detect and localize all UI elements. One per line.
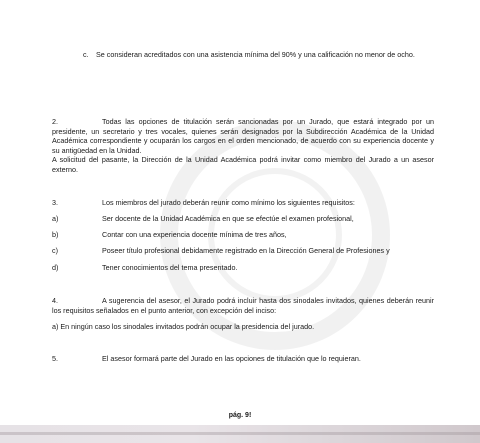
paragraph-5-text: El asesor formará parte del Jurado en las opciones de titulación que lo requieran.	[102, 354, 361, 363]
paragraph-2-extra: A solicitud del pasante, la Dirección de la Unidad Académica podrá invitar como miembro del Jurado a un asesor externo.	[52, 155, 434, 174]
item-c-label: c.	[83, 50, 89, 59]
footer-stripe	[0, 432, 480, 435]
requirement-d: Tener conocimientos del tema presentado.	[102, 263, 238, 272]
page-number: pág. 9!	[228, 412, 252, 419]
paragraph-2-text: Todas las opciones de titulación serán sancionadas por un Jurado, que estará integrado por un presidente, un secretario y tres vocales, quienes serán designados por la Subdirección Académica de la Unidad Académica correspondiente y ocuparán los cargos en el orden mencionado, de acuerdo con su experiencia docente y su antigüedad en la Unidad.	[52, 117, 434, 155]
requirement-a: Ser docente de la Unidad Académica en que se efectúe el examen profesional,	[102, 214, 354, 223]
paragraph-3-number: 3.	[52, 198, 58, 207]
paragraph-2-number: 2.	[52, 117, 58, 126]
item-c-text: Se consideran acreditados con una asistencia mínima del 90% y una calificación no menor de ocho.	[96, 50, 415, 59]
paragraph-3-text: Los miembros del jurado deberán reunir como mínimo los siguientes requisitos:	[102, 198, 355, 207]
requirement-b-label: b)	[52, 230, 59, 239]
paragraph-4-clause-a: a) En ningún caso los sinodales invitados podrán ocupar la presidencia del jurado.	[52, 322, 315, 331]
paragraph-4-number: 4.	[52, 296, 58, 305]
paragraph-5-number: 5.	[52, 354, 58, 363]
requirement-d-label: d)	[52, 263, 59, 272]
requirement-a-label: a)	[52, 214, 59, 223]
requirement-c: Poseer título profesional debidamente registrado en la Dirección General de Profesiones y	[102, 246, 390, 255]
requirement-b: Contar con una experiencia docente mínima de tres años,	[102, 230, 287, 239]
requirement-c-label: c)	[52, 246, 58, 255]
paragraph-4-text: A sugerencia del asesor, el Jurado podrá incluir hasta dos sinodales invitados, quienes deberán reunir los requisitos señalados en el punto anterior, con excepción del inciso:	[52, 296, 434, 315]
